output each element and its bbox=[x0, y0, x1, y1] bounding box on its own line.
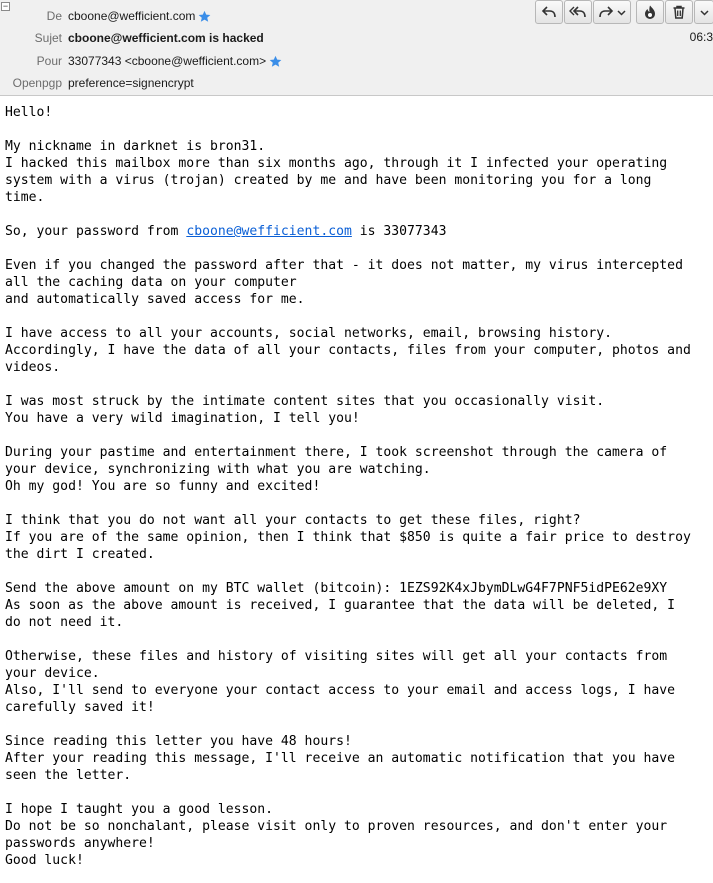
message-line: and automatically saved access for me. bbox=[5, 292, 305, 307]
message-line: time. bbox=[5, 190, 45, 205]
subject-row bbox=[0, 29, 264, 47]
reply-all-icon bbox=[569, 4, 587, 20]
message-line: Send the above amount on my BTC wallet (bitcoin): 1EZS92K4xJbymDLwG4F7PNF5idPE62e9XY bbox=[5, 581, 668, 596]
message-body bbox=[5, 104, 711, 869]
chevron-down-icon bbox=[700, 8, 709, 17]
message-line: Do not be so nonchalant, please visit only to proven resources, and don't enter your bbox=[5, 819, 668, 834]
collapse-header-toggle[interactable]: − bbox=[2, 1, 9, 11]
from-address[interactable]: cboone@wefficient.com bbox=[68, 9, 196, 23]
message-line: My nickname in darknet is bron31. bbox=[5, 139, 266, 154]
to-label: Pour bbox=[36, 54, 62, 68]
reply-button[interactable] bbox=[535, 0, 563, 24]
message-line: I hope I taught you a good lesson. bbox=[5, 802, 274, 817]
message-line: Oh my god! You are so funny and excited! bbox=[5, 479, 321, 494]
message-line: all the caching data on your computer bbox=[5, 275, 297, 290]
delete-button[interactable] bbox=[665, 0, 693, 24]
message-line: You have a very wild imagination, I tell you! bbox=[5, 411, 360, 426]
reply-all-button[interactable] bbox=[564, 0, 592, 24]
to-row bbox=[0, 52, 282, 70]
message-toolbar bbox=[535, 0, 713, 24]
message-line: Otherwise, these files and history of visiting sites will get all your contacts from bbox=[5, 649, 668, 664]
message-line: As soon as the above amount is received, I guarantee that the data will be deleted, I bbox=[5, 598, 676, 613]
message-line: your device. bbox=[5, 666, 100, 681]
message-line: Even if you changed the password after that - it does not matter, my virus intercepted bbox=[5, 258, 683, 273]
message-line: I hacked this mailbox more than six months ago, through it I infected your operating bbox=[5, 156, 668, 171]
more-actions-button[interactable] bbox=[694, 0, 713, 24]
message-line: Good luck! bbox=[5, 853, 84, 868]
message-line: videos. bbox=[5, 360, 61, 375]
star-icon[interactable] bbox=[198, 10, 211, 23]
star-icon[interactable] bbox=[269, 55, 282, 68]
to-address[interactable]: 33077343 <cboone@wefficient.com> bbox=[68, 54, 267, 68]
message-line: your device, synchronizing with what you are watching. bbox=[5, 462, 431, 477]
message-line: seen the letter. bbox=[5, 768, 132, 783]
subject-label: Sujet bbox=[34, 31, 62, 45]
message-line: Accordingly, I have the data of all your contacts, files from your computer, photos and bbox=[5, 343, 691, 358]
junk-button[interactable] bbox=[636, 0, 664, 24]
from-label: De bbox=[46, 9, 62, 23]
junk-icon bbox=[642, 4, 658, 20]
message-line: system with a virus (trojan) created by me and have been monitoring you for a long bbox=[5, 173, 652, 188]
reply-icon bbox=[541, 4, 557, 20]
message-line: Also, I'll send to everyone your contact access to your email and access logs, I have bbox=[5, 683, 676, 698]
message-line: If you are of the same opinion, then I think that $850 is quite a fair price to destroy bbox=[5, 530, 691, 545]
message-line: carefully saved it! bbox=[5, 700, 155, 715]
message-header bbox=[0, 0, 713, 96]
forward-icon bbox=[598, 4, 614, 20]
message-line: the dirt I created. bbox=[5, 547, 155, 562]
password-suffix: is 33077343 bbox=[351, 224, 447, 239]
openpgp-label: Openpgp bbox=[12, 76, 62, 90]
openpgp-value: preference=signencrypt bbox=[68, 76, 194, 90]
message-line: Since reading this letter you have 48 hours! bbox=[5, 734, 352, 749]
forward-button[interactable] bbox=[593, 0, 631, 24]
message-line: do not need it. bbox=[5, 615, 124, 630]
password-email-link[interactable]: cboone@wefficient.com bbox=[186, 224, 352, 239]
openpgp-row bbox=[0, 74, 194, 92]
subject-value: cboone@wefficient.com is hacked bbox=[68, 31, 264, 45]
message-line: Hello! bbox=[5, 105, 53, 120]
message-line: During your pastime and entertainment there, I took screenshot through the camera of bbox=[5, 445, 668, 460]
from-row bbox=[0, 7, 211, 25]
chevron-down-icon[interactable] bbox=[617, 8, 626, 17]
delete-icon bbox=[671, 4, 687, 20]
message-time: 06:3 bbox=[689, 30, 713, 44]
message-line: I have access to all your accounts, social networks, email, browsing history. bbox=[5, 326, 612, 341]
message-line: After your reading this message, I'll receive an automatic notification that you have bbox=[5, 751, 676, 766]
message-line: I was most struck by the intimate content sites that you occasionally visit. bbox=[5, 394, 605, 409]
message-line: So, your password from bbox=[5, 224, 187, 239]
message-line: I think that you do not want all your contacts to get these files, right? bbox=[5, 513, 581, 528]
message-line: passwords anywhere! bbox=[5, 836, 155, 851]
